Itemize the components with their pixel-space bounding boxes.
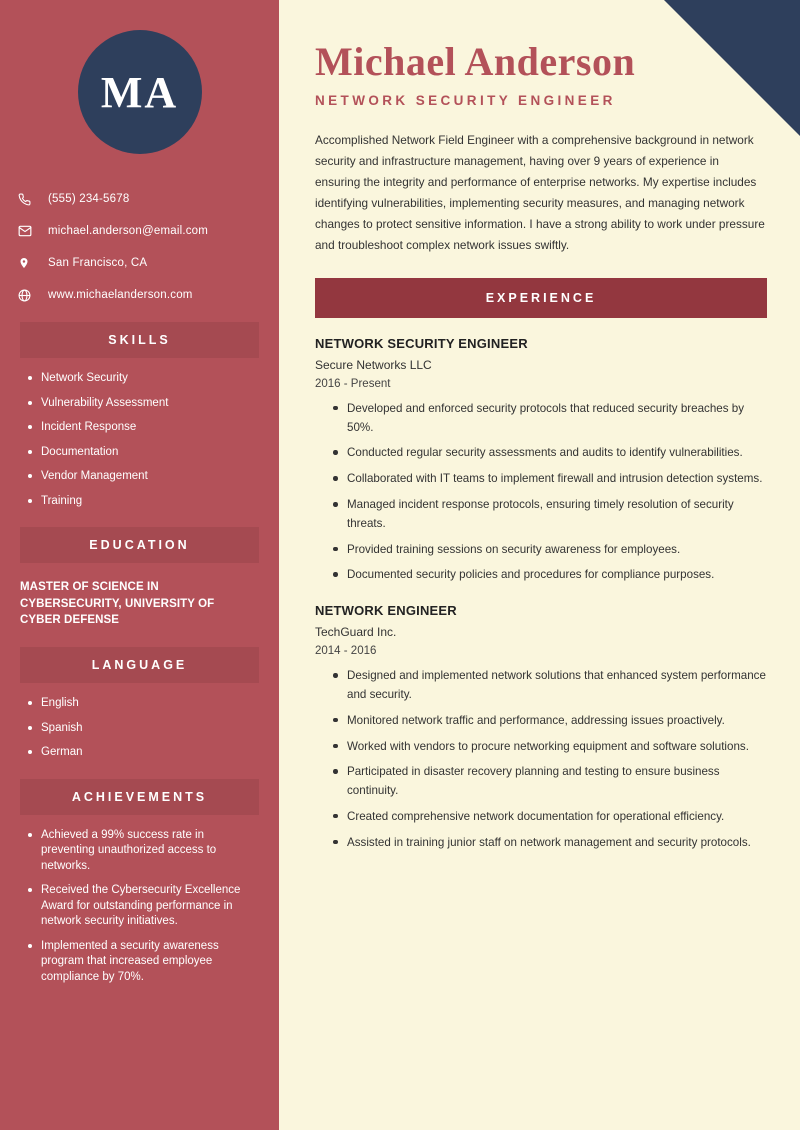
list-item: Documented security policies and procedures for compliance purposes. — [333, 566, 767, 585]
contact-item-location — [18, 254, 279, 272]
job-role: NETWORK SECURITY ENGINEER — [315, 335, 528, 351]
avatar-container — [0, 0, 279, 154]
page-title: Michael Anderson — [315, 39, 636, 84]
experience-heading: EXPERIENCE — [315, 278, 767, 318]
list-item: German — [28, 745, 257, 761]
job-dates: 2016 - Present — [315, 377, 391, 390]
list-item: Implemented a security awareness program that increased employee compliance by 70%. — [28, 939, 257, 986]
list-item: Vulnerability Assessment — [28, 396, 257, 412]
globe-icon — [18, 286, 40, 304]
list-item: Worked with vendors to procure networking equipment and software solutions. — [333, 738, 767, 757]
achievements-heading: ACHIEVEMENTS — [20, 779, 259, 815]
main-content — [279, 0, 800, 1130]
profession-subtitle: NETWORK SECURITY ENGINEER — [315, 93, 616, 108]
list-item: Conducted regular security assessments and audits to identify vulnerabilities. — [333, 444, 767, 463]
list-item: Participated in disaster recovery planning and testing to ensure business continuity. — [333, 763, 767, 801]
list-item: Provided training sessions on security awareness for employees. — [333, 541, 767, 560]
list-item: Managed incident response protocols, ensuring timely resolution of security threats. — [333, 496, 767, 534]
job-role: NETWORK ENGINEER — [315, 603, 457, 619]
profile-summary: Accomplished Network Field Engineer with a comprehensive background in network security and infrastructure management, having over 9 years of experience in ensuring the integrity and performance of enterprise networks. My expertise includes identifying vulnerabilities, implementing security measures, and managing network changes to protect sensitive information. I have a strong ability to work under pressure and troubleshoot complex network issues swiftly. — [315, 133, 765, 252]
list-item: English — [28, 696, 257, 712]
job-bullets — [315, 400, 767, 585]
job-bullets — [315, 667, 767, 852]
list-item: Achieved a 99% success rate in preventing unauthorized access to networks. — [28, 828, 257, 875]
avatar: MA — [78, 30, 202, 154]
list-item: Collaborated with IT teams to implement firewall and intrusion detection systems. — [333, 470, 767, 489]
list-item: Training — [28, 494, 257, 510]
experience-entry — [315, 336, 767, 585]
achievements-list — [0, 828, 279, 986]
sidebar — [0, 0, 279, 1130]
skills-list — [0, 371, 279, 509]
job-company: Secure Networks LLC — [315, 357, 432, 372]
contact-item-email — [18, 222, 279, 240]
contact-text-email: michael.anderson@email.com — [48, 225, 209, 237]
skills-heading: SKILLS — [20, 322, 259, 358]
list-item: Designed and implemented network solutions that enhanced system performance and security. — [333, 667, 767, 705]
list-item: Vendor Management — [28, 469, 257, 485]
phone-icon — [18, 190, 40, 208]
list-item: Monitored network traffic and performance, addressing issues proactively. — [333, 712, 767, 731]
language-heading: LANGUAGE — [20, 647, 259, 683]
contact-text-location: San Francisco, CA — [48, 257, 148, 269]
contact-item-phone — [18, 190, 279, 208]
job-dates: 2014 - 2016 — [315, 645, 377, 658]
education-entry: MASTER OF SCIENCE IN CYBERSECURITY, UNIVERSITY OF CYBER DEFENSE — [20, 581, 215, 627]
job-company: TechGuard Inc. — [315, 625, 397, 640]
contact-item-website — [18, 286, 279, 304]
list-item: Network Security — [28, 371, 257, 387]
list-item: Received the Cybersecurity Excellence Award for outstanding performance in network security initiatives. — [28, 883, 257, 930]
experience-entry — [315, 603, 767, 852]
location-icon — [18, 254, 40, 272]
contact-text-website: www.michaelanderson.com — [48, 289, 193, 301]
list-item: Created comprehensive network documentation for operational efficiency. — [333, 808, 767, 827]
email-icon — [18, 222, 40, 240]
list-item: Developed and enforced security protocols that reduced security breaches by 50%. — [333, 400, 767, 438]
list-item: Incident Response — [28, 420, 257, 436]
education-heading: EDUCATION — [20, 527, 259, 563]
list-item: Spanish — [28, 721, 257, 737]
contact-list — [0, 190, 279, 304]
list-item: Assisted in training junior staff on network management and security protocols. — [333, 834, 767, 853]
list-item: Documentation — [28, 445, 257, 461]
contact-text-phone: (555) 234-5678 — [48, 193, 130, 205]
language-list — [0, 696, 279, 761]
